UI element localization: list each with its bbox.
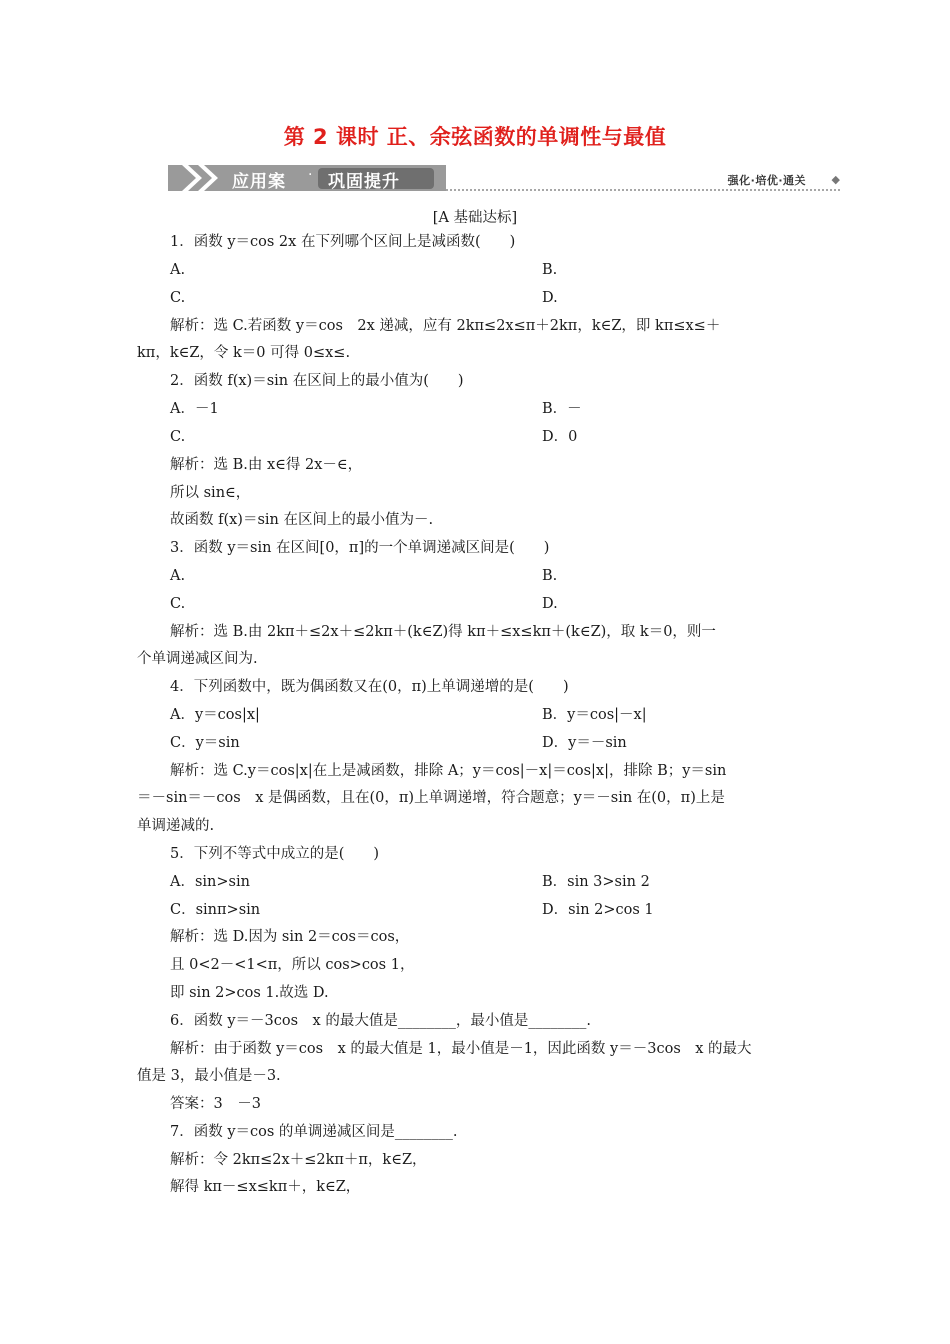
text-line: C．y＝sin [170, 735, 240, 751]
text-line: A. [170, 568, 186, 584]
text-line: D．y＝－sin [542, 735, 627, 751]
text-line: B. [542, 568, 558, 584]
text-line: 7．函数 y＝cos 的单调递减区间是________. [170, 1124, 458, 1140]
text-line: A．－1 [170, 401, 219, 417]
text-line: A．y＝cos|x| [170, 707, 260, 723]
banner-right-label: 强化·培优·通关 [727, 174, 806, 187]
banner-secondary-label: 巩固提升 [328, 172, 400, 192]
text-line: 4．下列函数中，既为偶函数又在(0，π)上单调递增的是( ) [170, 679, 569, 695]
text-line: 解析：选 B.由 2kπ＋≤2x＋≤2kπ＋(k∈Z)得 kπ＋≤x≤kπ＋(k∈Z)，取 k＝0，则一 [170, 624, 716, 640]
text-line: A．sin>sin [170, 874, 250, 890]
text-line: 解析：令 2kπ≤2x＋≤2kπ＋π，k∈Z， [170, 1152, 427, 1168]
page-title: 第 2 课时 正、余弦函数的单调性与最值 [283, 125, 667, 149]
banner-main-label: 应用案 [232, 172, 286, 192]
text-line: 答案：3 －3 [170, 1096, 261, 1112]
text-line: 2．函数 f(x)＝sin 在区间上的最小值为( ) [170, 373, 464, 389]
section-banner [168, 163, 842, 195]
text-line: 1．函数 y＝cos 2x 在下列哪个区间上是减函数( ) [170, 234, 516, 250]
diamond-icon: ◆ [831, 173, 840, 186]
text-line: C. [170, 429, 186, 445]
text-line: ＝－sin＝－cos x 是偶函数，且在(0，π)上单调递增，符合题意；y＝－sin 在(0，π)上是 [137, 790, 725, 806]
text-line: 个单调递减区间为. [137, 651, 258, 667]
text-line: D．sin 2>cos 1 [542, 902, 654, 918]
banner-separator: · [308, 167, 313, 183]
text-line: 即 sin 2>cos 1.故选 D. [170, 985, 329, 1001]
text-line: 值是 3，最小值是－3. [137, 1068, 281, 1084]
text-line: D. [542, 290, 558, 306]
text-line: D. [542, 596, 558, 612]
text-line: 6．函数 y＝－3cos x 的最大值是________，最小值是________. [170, 1013, 591, 1029]
text-line: B. [542, 262, 558, 278]
text-line: C. [170, 290, 186, 306]
text-line: D．0 [542, 429, 578, 445]
text-line: C. [170, 596, 186, 612]
text-line: 解析：选 C.若函数 y＝cos 2x 递减，应有 2kπ≤2x≤π＋2kπ，k∈Z，即 kπ≤x≤＋ [170, 318, 721, 334]
text-line: 解析：选 B.由 x∈得 2x－∈， [170, 457, 363, 473]
text-line: 3．函数 y＝sin 在区间[0，π]的一个单调递减区间是( ) [170, 540, 550, 556]
text-line: 故函数 f(x)＝sin 在区间上的最小值为－. [170, 512, 434, 528]
text-line: B．－ [542, 401, 582, 417]
text-line: B．y＝cos|－x| [542, 707, 647, 723]
text-line: 解得 kπ－≤x≤kπ＋，k∈Z， [170, 1179, 361, 1195]
text-line: 单调递减的. [137, 818, 215, 834]
section-heading: [A 基础达标] [432, 210, 518, 226]
text-line: 解析：由于函数 y＝cos x 的最大值是 1，最小值是－1，因此函数 y＝－3cos x 的最大 [170, 1041, 752, 1057]
text-line: 所以 sin∈， [170, 485, 251, 501]
text-line: 解析：选 D.因为 sin 2＝cos＝cos， [170, 929, 410, 945]
text-line: 解析：选 C.y＝cos|x|在上是减函数，排除 A；y＝cos|－x|＝cos|x|，排除 B；y＝sin [170, 763, 727, 779]
text-line: 且 0<2－<1<π，所以 cos>cos 1， [170, 957, 415, 973]
text-line: C．sinπ>sin [170, 902, 261, 918]
text-line: kπ，k∈Z，令 k＝0 可得 0≤x≤. [137, 345, 351, 361]
text-line: B．sin 3>sin 2 [542, 874, 650, 890]
text-line: 5．下列不等式中成立的是( ) [170, 846, 380, 862]
text-line: A. [170, 262, 186, 278]
